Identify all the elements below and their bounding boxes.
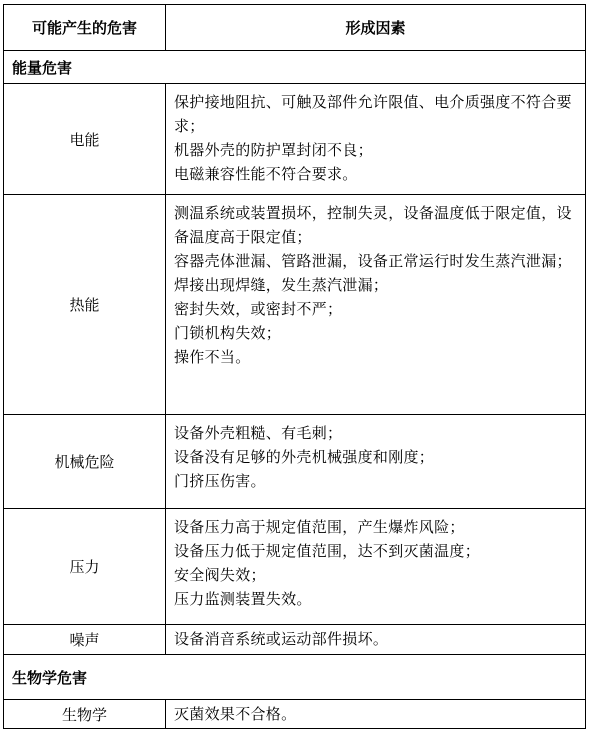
section-row — [4, 655, 586, 700]
table-row — [4, 625, 586, 655]
section-row — [4, 51, 586, 84]
hazard-factors — [166, 195, 586, 415]
factor-item: 门锁机构失效； — [174, 324, 282, 342]
header-hazard: 可能产生的危害 — [4, 5, 166, 51]
factor-item: 设备压力高于规定值范围，产生爆炸风险； — [174, 518, 465, 536]
factor-item: 测温系统或装置损坏，控制失灵，设备温度低于限定值，设备温度高于限定值； — [174, 204, 572, 246]
hazard-factors — [166, 415, 586, 509]
factor-item: 密封失效，或密封不严； — [174, 300, 343, 318]
factor-item: 设备没有足够的外壳机械强度和刚度； — [174, 448, 435, 466]
hazard-name: 压力 — [4, 509, 166, 625]
factor-item: 压力监测装置失效。 — [174, 590, 312, 608]
factor-item: 设备消音系统或运动部件损坏。 — [174, 630, 389, 648]
hazard-factors — [166, 509, 586, 625]
section-title: 能量危害 — [4, 51, 586, 84]
table-row — [4, 84, 586, 195]
hazard-factors — [166, 625, 586, 655]
section-title: 生物学危害 — [4, 655, 586, 700]
hazard-name: 机械危险 — [4, 415, 166, 509]
hazard-name: 噪声 — [4, 625, 166, 655]
table-row — [4, 195, 586, 415]
hazard-factors — [166, 84, 586, 195]
factor-item: 保护接地阻抗、可触及部件允许限值、电介质强度不符合要求； — [174, 93, 572, 135]
table-row — [4, 509, 586, 625]
factor-item: 操作不当。 — [174, 348, 251, 366]
hazard-name: 热能 — [4, 195, 166, 415]
table-row — [4, 700, 586, 729]
factor-item: 设备压力低于规定值范围，达不到灭菌温度； — [174, 542, 481, 560]
factor-item: 门挤压伤害。 — [174, 472, 266, 490]
factor-item: 焊接出现焊缝，发生蒸汽泄漏； — [174, 276, 389, 294]
table-row — [4, 415, 586, 509]
hazard-name: 电能 — [4, 84, 166, 195]
hazard-table — [3, 4, 586, 729]
factor-item: 机器外壳的防护罩封闭不良； — [174, 141, 373, 159]
factor-item: 设备外壳粗糙、有毛刺； — [174, 424, 343, 442]
header-factors: 形成因素 — [166, 5, 586, 51]
factor-item: 容器壳体泄漏、管路泄漏，设备正常运行时发生蒸汽泄漏； — [174, 252, 572, 270]
hazard-factors — [166, 700, 586, 729]
factor-item: 安全阀失效； — [174, 566, 266, 584]
table-header-row — [4, 5, 586, 51]
factor-item: 电磁兼容性能不符合要求。 — [174, 165, 358, 183]
hazard-name: 生物学 — [4, 700, 166, 729]
factor-item: 灭菌效果不合格。 — [174, 705, 297, 723]
